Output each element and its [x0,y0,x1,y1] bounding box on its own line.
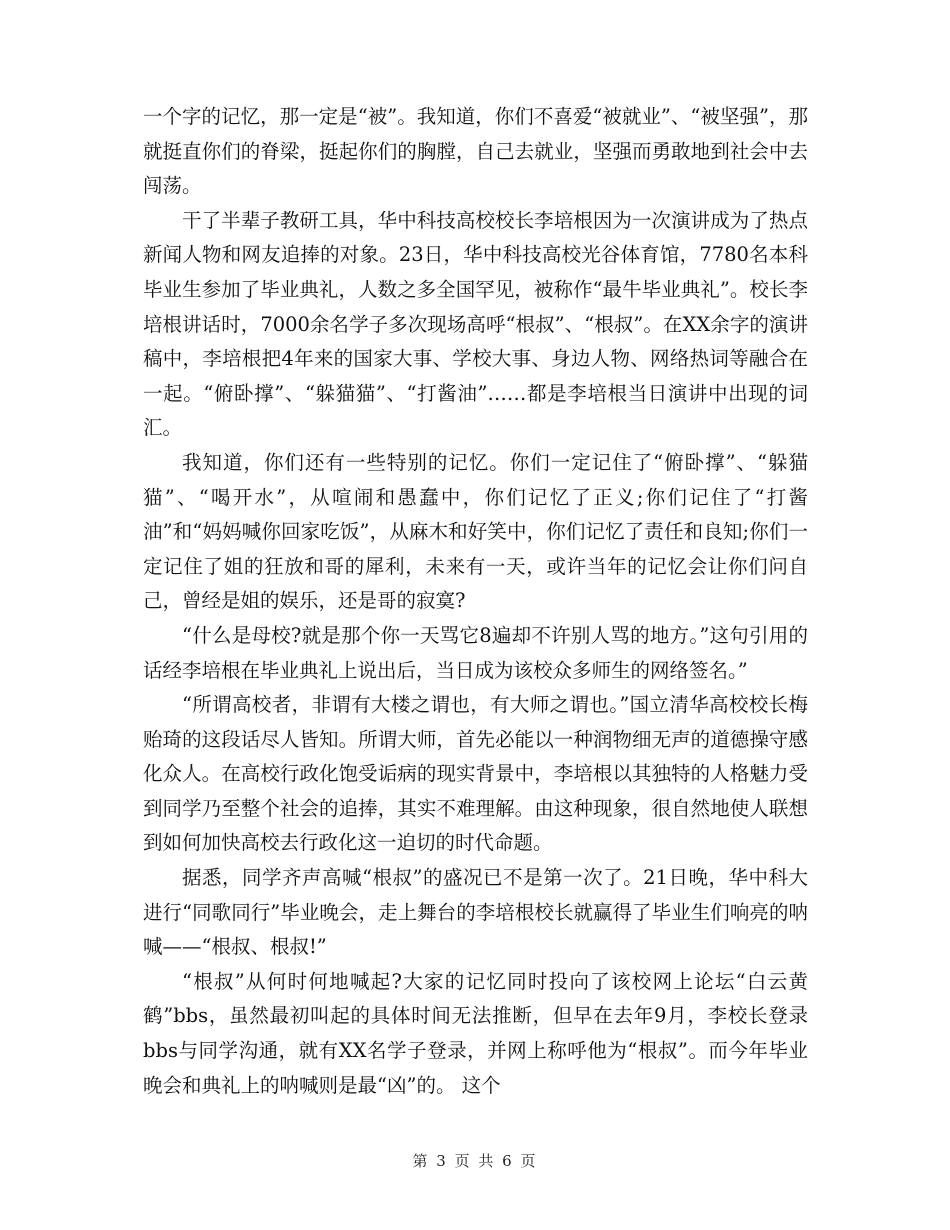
paragraph-6: 据悉，同学齐声高喊“根叔”的盛况已不是第一次了。21日晚，华中科大进行“同歌同行”毕业晚会，走上舞台的李培根校长就赢得了毕业生们响亮的呐喊——“根叔、根叔!” [143,866,808,959]
paragraph-3: 我知道，你们还有一些特别的记忆。你们一定记住了“俯卧撑”、“躲猫猫”、“喝开水”，从喧闹和愚蠢中，你们记忆了正义;你们记住了“打酱油”和“妈妈喊你回家吃饭”，从麻木和好笑中，你们记忆了责任和良知;你们一定记住了姐的狂放和哥的犀利，未来有一天，或许当年的记忆会让你们问自己，曾经是姐的娱乐，还是哥的寂寞? [143,450,808,613]
paragraph-4: “什么是母校?就是那个你一天骂它8遍却不许别人骂的地方。”这句引用的话经李培根在毕业典礼上说出后，当日成为该校众多师生的网络签名。” [143,623,808,682]
paragraph-1: 一个字的记忆，那一定是“被”。我知道，你们不喜爱“被就业”、“被坚强”，那就挺直你们的脊梁，挺起你们的胸膛，自己去就业，坚强而勇敢地到社会中去闯荡。 [143,105,808,198]
paragraph-7: “根叔”从何时何地喊起?大家的记忆同时投向了该校网上论坛“白云黄鹤”bbs，虽然最初叫起的具体时间无法推断，但早在去年9月，李校长登录bbs与同学沟通，就有XX名学子登录，并网上称呼他为“根叔”。而今年毕业晚会和典礼上的呐喊则是最“凶”的。 这个 [143,969,808,1097]
paragraph-2: 干了半辈子教研工具，华中科技高校校长李培根因为一次演讲成为了热点新闻人物和网友追捧的对象。23日，华中科技高校光谷体育馆，7780名本科毕业生参加了毕业典礼，人数之多全国罕见，被称作“最牛毕业典礼”。校长李培根讲话时，7000余名学子多次现场高呼“根叔”、“根叔”。在XX余字的演讲稿中，李培根把4年来的国家大事、学校大事、身边人物、网络热词等融合在一起。“俯卧撑”、“躲猫猫”、“打酱油”……都是李培根当日演讲中出现的词汇。 [143,208,808,440]
body-text [143,100,808,1103]
paragraph-5: “所谓高校者，非谓有大楼之谓也，有大师之谓也。”国立清华高校校长梅贻琦的这段话尽人皆知。所谓大师，首先必能以一种润物细无声的道德操守感化众人。在高校行政化饱受诟病的现实背景中，李培根以其独特的人格魅力受到同学乃至整个社会的追捧，其实不难理解。由这种现象，很自然地使人联想到如何加快高校去行政化这一迫切的时代命题。 [143,693,808,855]
page-footer: 第 3 页 共 6 页 [412,1152,538,1170]
